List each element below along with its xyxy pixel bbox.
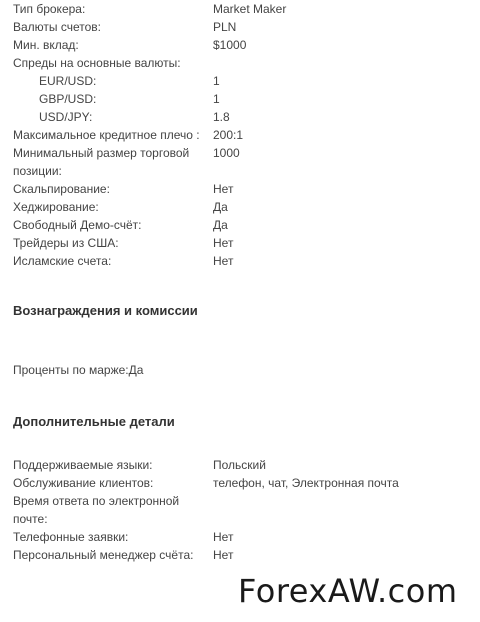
row-value: PLN <box>213 20 237 34</box>
row-label: Мин. вклад: <box>13 38 79 52</box>
row-label: Спреды на основные валюты: <box>13 56 181 70</box>
margin-interest-text: Проценты по марже:Да <box>13 363 144 377</box>
row-value: 1 <box>213 92 220 106</box>
row-value: 200:1 <box>213 128 244 142</box>
row-label: Время ответа по электронной почте: <box>13 494 180 526</box>
row-free-demo <box>13 216 473 234</box>
row-label: USD/JPY: <box>39 110 93 124</box>
row-label: Минимальный размер торговой позиции: <box>13 146 190 178</box>
row-value: Да <box>213 218 228 232</box>
row-label: Исламские счета: <box>13 254 112 268</box>
row-label: Свободный Демо-счёт: <box>13 218 142 232</box>
row-spreads-heading <box>13 54 473 72</box>
row-value: Нет <box>213 254 234 268</box>
row-spread-gbpusd <box>13 90 473 108</box>
row-scalping <box>13 180 473 198</box>
row-languages <box>13 456 473 474</box>
row-email-response <box>13 492 473 528</box>
row-value: Нет <box>213 182 234 196</box>
row-max-leverage <box>13 126 473 144</box>
row-personal-manager <box>13 546 473 564</box>
row-min-deposit <box>13 36 473 54</box>
row-label: Обслуживание клиентов: <box>13 476 154 490</box>
row-account-currencies <box>13 18 473 36</box>
row-label: Валюты счетов: <box>13 20 102 34</box>
row-value: Польский <box>213 458 266 472</box>
row-min-position <box>13 144 473 180</box>
row-value: 1 <box>213 74 220 88</box>
row-customer-service <box>13 474 473 492</box>
watermark-logo: ForexAW.com <box>238 572 458 610</box>
row-label: EUR/USD: <box>39 74 97 88</box>
row-label: Персональный менеджер счёта: <box>13 548 194 562</box>
row-value: Да <box>213 200 228 214</box>
row-value: телефон, чат, Электронная почта <box>213 476 399 490</box>
row-label: Поддерживаемые языки: <box>13 458 153 472</box>
row-broker-type <box>13 0 473 18</box>
row-label: Тип брокера: <box>13 2 86 16</box>
row-value: Нет <box>213 548 234 562</box>
section-title-details: Дополнительные детали <box>13 414 175 429</box>
row-value: $1000 <box>213 38 247 52</box>
row-value: 1.8 <box>213 110 230 124</box>
row-spread-eurusd <box>13 72 473 90</box>
row-label: Скальпирование: <box>13 182 110 196</box>
row-label: Трейдеры из США: <box>13 236 119 250</box>
row-value: 1000 <box>213 146 240 160</box>
row-label: Хеджирование: <box>13 200 99 214</box>
row-value: Нет <box>213 236 234 250</box>
row-label: Максимальное кредитное плечо : <box>13 128 200 142</box>
section-title-rewards: Вознаграждения и комиссии <box>13 303 198 318</box>
row-value: Market Maker <box>213 2 287 16</box>
row-value: Нет <box>213 530 234 544</box>
row-label: Телефонные заявки: <box>13 530 129 544</box>
row-label: GBP/USD: <box>39 92 97 106</box>
row-us-traders <box>13 234 473 252</box>
row-islamic-accounts <box>13 252 473 270</box>
row-hedging <box>13 198 473 216</box>
row-spread-usdjpy <box>13 108 473 126</box>
row-phone-orders <box>13 528 473 546</box>
